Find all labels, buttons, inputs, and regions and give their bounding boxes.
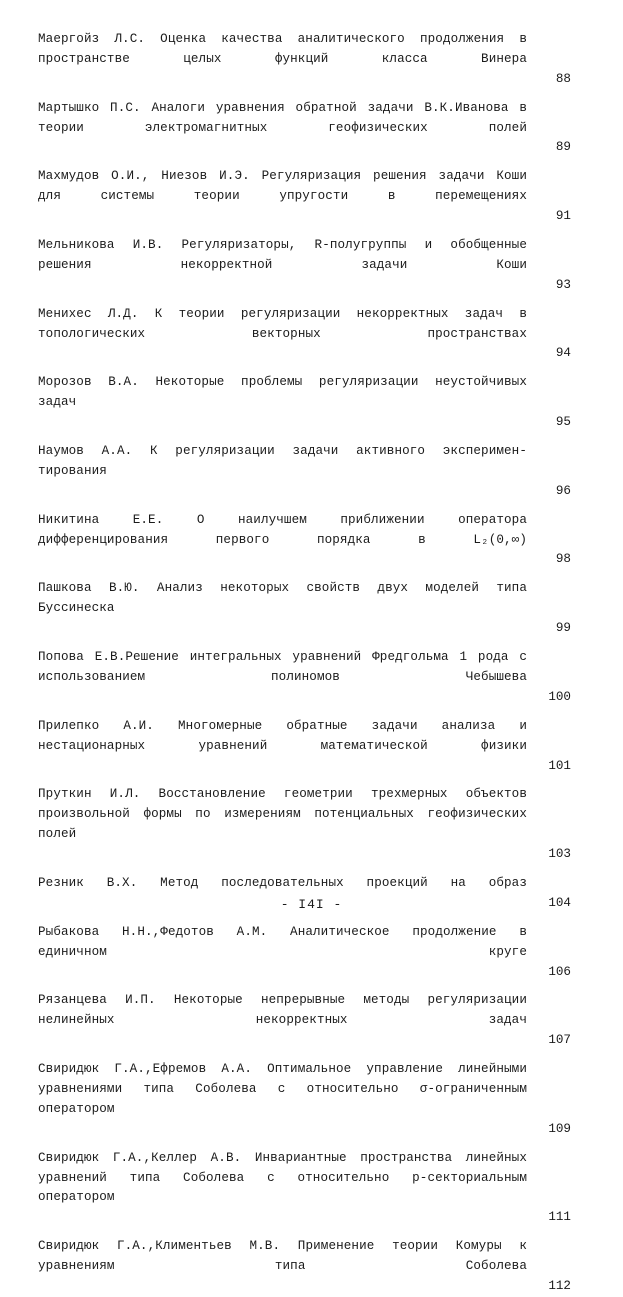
toc-entry — [38, 1060, 571, 1140]
toc-entry-title: Прилепко А.И. Многомерные обратные задачи анализа и нестационарных уравнений математической физики — [38, 718, 527, 753]
toc-entry-page: 94 — [555, 346, 571, 361]
toc-entry — [38, 167, 571, 227]
toc-entry-page: 99 — [555, 621, 571, 636]
toc-entry — [38, 991, 571, 1051]
toc-entry-title: Попова Е.В.Решение интегральных уравнений Фредгольма 1 рода с использованием полиномов Чебышева — [38, 650, 527, 684]
toc-entry-title: Пруткин И.Л. Восстановление геометрии трехмерных объектов произвольной формы по измерениям потенциальных геофизических полей — [38, 787, 527, 842]
toc-entry — [38, 30, 571, 90]
toc-entry-title: Свиридюк Г.А.,Климентьев М.В. Применение теории Комуры к уравнениям типа Соболева — [38, 1239, 527, 1274]
toc-entry — [38, 648, 571, 708]
toc-entry-page: 89 — [555, 140, 571, 155]
toc-entry-page: 98 — [555, 552, 571, 567]
toc-entry-title: Менихес Л.Д. К теории регуляризации некорректных задач в топологических векторных пространствах — [38, 306, 527, 341]
toc-entry — [38, 99, 571, 159]
toc-entry-page: 112 — [548, 1278, 571, 1293]
toc-entry — [38, 717, 571, 777]
toc-entry — [38, 579, 571, 639]
toc-entry-title: Наумов А.А. К регуляризации задачи активного эксперимен-тирования — [38, 444, 527, 478]
toc-entry-page: 100 — [548, 689, 571, 704]
toc-entry-title: Пашкова В.Ю. Анализ некоторых свойств двух моделей типа Буссинеска — [38, 581, 527, 616]
toc-entry — [38, 1149, 571, 1229]
toc-entry — [38, 511, 571, 571]
toc-entry-title: Свиридюк Г.А.,Келлер А.В. Инвариантные пространства линейных уравнений типа Соболева с относительно p-секториальным оператором — [38, 1150, 527, 1205]
toc-entry-title: Маергойз Л.С. Оценка качества аналитического продолжения в пространстве целых функций класса Винера — [38, 32, 527, 66]
toc-entry-page: 109 — [548, 1121, 571, 1136]
toc-entry-title: Рязанцева И.П. Некоторые непрерывные методы регуляризации нелинейных некорректных задач — [38, 993, 527, 1028]
toc-entry-page: 96 — [555, 483, 571, 498]
toc-entry-page: 104 — [548, 895, 571, 910]
toc-entry-title: Мельникова И.В. Регуляризаторы, R-полугруппы и обобщенные решения некорректной задачи Коши — [38, 238, 527, 272]
toc-entry — [38, 923, 571, 983]
toc-entry-title: Махмудов О.И., Ниезов И.Э. Регуляризация решения задачи Коши для системы теории упругости в перемещениях — [38, 169, 527, 204]
toc-entry-page: 106 — [548, 964, 571, 979]
toc-entry-title: Резник В.Х. Метод последовательных проекций на образ — [38, 875, 527, 890]
toc-entry-page: 88 — [555, 71, 571, 86]
toc-entry-page: 95 — [555, 415, 571, 430]
toc-entry — [38, 305, 571, 365]
toc-entry-page: 101 — [548, 758, 571, 773]
toc-entry-page: 103 — [548, 847, 571, 862]
toc-entry — [38, 373, 571, 433]
toc-entry-title: Рыбакова Н.Н.,Федотов А.М. Аналитическое продолжение в единичном круге — [38, 924, 527, 959]
toc-entry — [38, 1237, 571, 1297]
toc-entry-title: Никитина Е.Е. О наилучшем приближении оператора дифференцирования первого порядка в L₂(0,∞) — [38, 512, 527, 547]
toc-entry-page: 93 — [555, 277, 571, 292]
toc-entry — [38, 236, 571, 296]
toc-entry-title: Свиридюк Г.А.,Ефремов А.А. Оптимальное управление линейными уравнениями типа Соболева с относительно σ-ограниченным оператором — [38, 1062, 527, 1116]
toc-entry — [38, 785, 571, 865]
toc-entry-page: 111 — [548, 1210, 571, 1225]
toc-entry-page: 91 — [555, 209, 571, 224]
page-number: - I4I - — [280, 897, 343, 912]
toc-entry-title: Мартышко П.С. Аналоги уравнения обратной задачи В.К.Иванова в теории электромагнитных геофизических полей — [38, 100, 527, 135]
table-of-contents — [38, 30, 571, 1297]
toc-entry-title: Морозов В.А. Некоторые проблемы регуляризации неустойчивых задач — [38, 375, 527, 410]
toc-entry — [38, 442, 571, 502]
toc-entry-page: 107 — [548, 1033, 571, 1048]
